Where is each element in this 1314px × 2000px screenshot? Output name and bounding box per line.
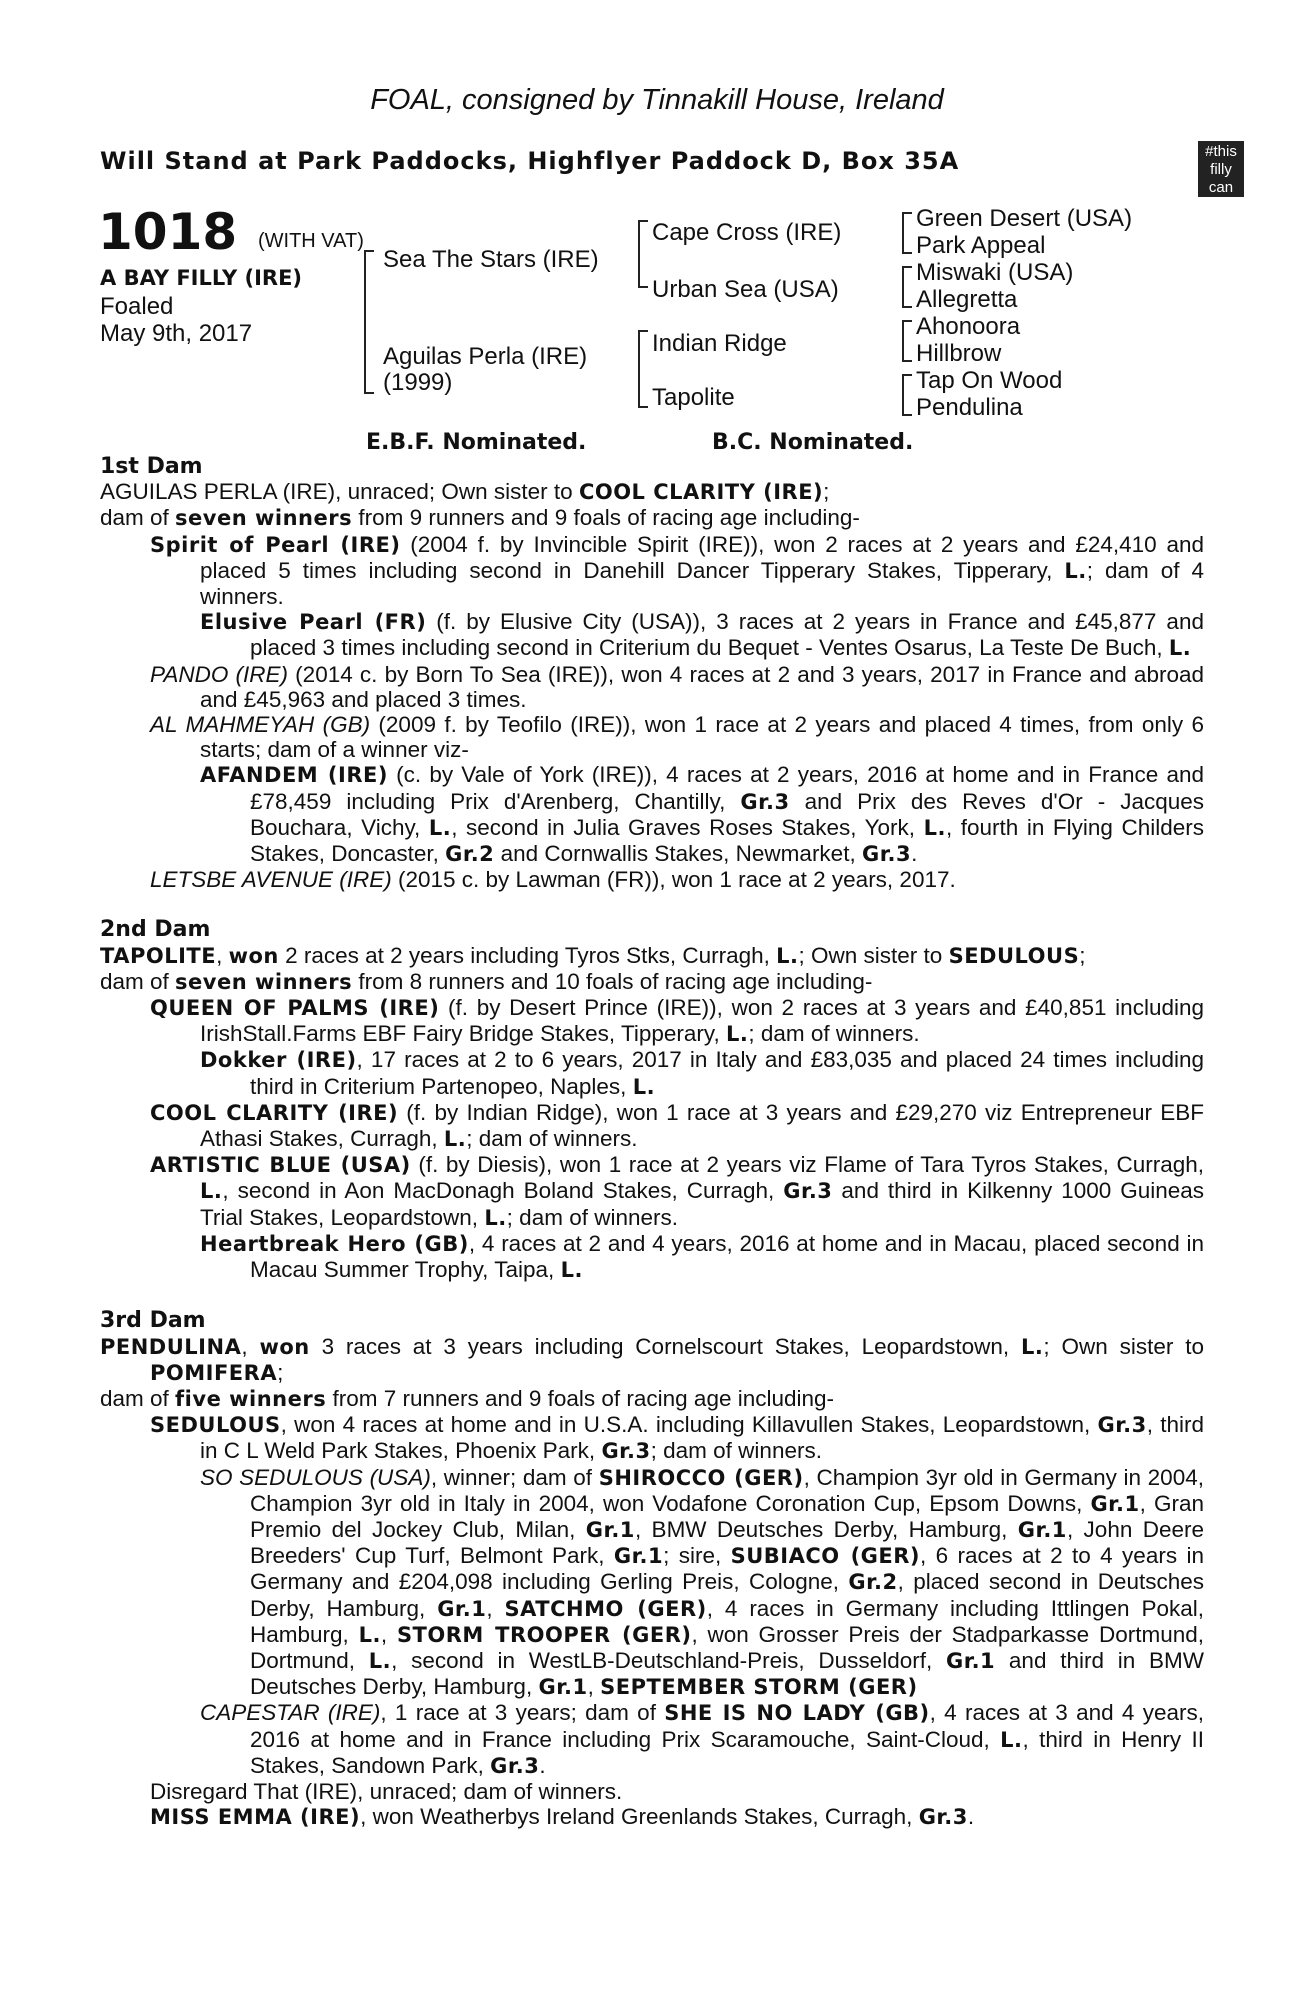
dam-sire-name: Indian Ridge [652, 330, 787, 357]
catalogue-body [100, 454, 1204, 1830]
dam-entry: AGUILAS PERLA (IRE), unraced; Own sister to COOL CLARITY (IRE); [100, 479, 830, 505]
produce-entry: ARTISTIC BLUE (USA) (f. by Diesis), won 1 race at 2 years viz Flame of Tara Tyros Stakes, Curragh, L., second in Aon MacDonagh Boland Stakes, Curragh, Gr.3 and third in Kilkenny 1000 Guineas Trial Stakes, Leopardstown, L.; dam of winners. [150, 1152, 1205, 1230]
produce-entry: Heartbreak Hero (GB), 4 races at 2 and 4 years, 2016 at home and in Macau, placed second in Macau Summer Trophy, Taipa, L. [200, 1230, 1204, 1283]
produce-entry: QUEEN OF PALMS (IRE) (f. by Desert Prince (IRE)), won 2 races at 3 years and £40,851 including IrishStall.Farms EBF Fairy Bridge Stakes, Tipperary, L.; dam of winners. [150, 995, 1204, 1047]
second-dam-heading: 2nd Dam [100, 917, 211, 943]
logo-text-1: #this [1205, 143, 1237, 160]
produce-entry: MISS EMMA (IRE), won Weatherbys Ireland Greenlands Stakes, Curragh, Gr.3. [150, 1804, 975, 1830]
bc-nomination: B.C. Nominated. [712, 430, 914, 455]
grandparent-4: Allegretta [916, 286, 1018, 313]
pedigree-brace [902, 212, 912, 254]
grandparent-5: Ahonoora [916, 313, 1021, 340]
sire-dam-name: Urban Sea (USA) [652, 276, 839, 303]
pedigree-brace [902, 374, 912, 416]
first-dam-heading: 1st Dam [100, 454, 203, 479]
dam-entry: TAPOLITE, won 2 races at 2 years including Tyros Stks, Curragh, L.; Own sister to SEDULOUS; [100, 942, 1086, 968]
ebf-nomination: E.B.F. Nominated. [366, 430, 587, 455]
pedigree-brace [638, 220, 648, 288]
produce-entry: Spirit of Pearl (IRE) (2004 f. by Invincible Spirit (IRE)), won 2 races at 2 years and £24,410 and placed 5 times including second in Danehill Dancer Tipperary Stakes, Tipperary, L.; dam of 4 winners. [150, 531, 1204, 610]
dam-record: dam of seven winners from 8 runners and 10 foals of racing age including- [100, 968, 873, 994]
dam-record: dam of seven winners from 9 runners and 9 foals of racing age including- [100, 505, 860, 531]
lot-number: 1018 [98, 203, 238, 261]
logo-text-3: can [1208, 179, 1234, 196]
vat-note: (WITH VAT) [258, 230, 364, 252]
grandparent-3: Miswaki (USA) [916, 259, 1074, 286]
sire-sire-name: Cape Cross (IRE) [652, 219, 842, 246]
this-filly-can-logo [1198, 141, 1244, 197]
pedigree-brace [638, 330, 648, 408]
produce-entry: COOL CLARITY (IRE) (f. by Indian Ridge), won 1 race at 3 years and £29,270 viz Entrepreneur EBF Athasi Stakes, Curragh, L.; dam of winners. [150, 1099, 1204, 1152]
logo-text-2: filly [1210, 161, 1232, 178]
produce-entry: PANDO (IRE) (2014 c. by Born To Sea (IRE)), won 4 races at 2 and 3 years, 2017 in France and abroad and £45,963 and placed 3 times. [150, 661, 1204, 712]
horse-name: A BAY FILLY (IRE) [100, 266, 303, 290]
sire-name: Sea The Stars (IRE) [383, 246, 599, 273]
produce-entry: Dokker (IRE), 17 races at 2 to 6 years, 2017 in Italy and £83,035 and placed 24 times including third in Criterium Partenopeo, Naples, L. [200, 1047, 1204, 1099]
grandparent-2: Park Appeal [916, 232, 1046, 259]
dam-year: (1999) [383, 369, 453, 396]
foaled-label: Foaled [100, 293, 174, 320]
pedigree-brace [364, 250, 374, 394]
foaled-date: May 9th, 2017 [100, 320, 253, 347]
dam-dam-name: Tapolite [652, 384, 735, 411]
produce-entry: AFANDEM (IRE) (c. by Vale of York (IRE)), 4 races at 2 years, 2016 at home and in France and £78,459 including Prix d'Arenberg, Chantilly, Gr.3 and Prix des Reves d'Or - Jacques Bouchara, Vichy, L., second in Julia Graves Roses Stakes, York, L., fourth in Flying Childers Stakes, Doncaster, Gr.2 and Cornwallis Stakes, Newmarket, Gr.3. [200, 762, 1205, 867]
produce-entry: SEDULOUS, won 4 races at home and in U.S.A. including Killavullen Stakes, Leopardstown, Gr.3, third in C L Weld Park Stakes, Phoenix Park, Gr.3; dam of winners. [150, 1412, 1204, 1464]
pedigree-brace [902, 320, 912, 362]
grandparent-8: Pendulina [916, 394, 1023, 421]
produce-entry: LETSBE AVENUE (IRE) (2015 c. by Lawman (FR)), won 1 race at 2 years, 2017. [150, 867, 956, 893]
produce-entry: SO SEDULOUS (USA), winner; dam of SHIROCCO (GER), Champion 3yr old in Germany in 2004, Champion 3yr old in Italy in 2004, won Vodafone Coronation Cup, Epsom Downs, Gr.1, Gran Premio del Jockey Club, Milan, Gr.1, BMW Deutsches Derby, Hamburg, Gr.1, John Deere Breeders' Cup Turf, Belmont Park, Gr.1; sire, SUBIACO (GER), 6 races at 2 to 4 years in Germany and £204,098 including Gerling Preis, Cologne, Gr.2, placed second in Deutsches Derby, Hamburg, Gr.1, SATCHMO (GER), 4 races in Germany including Ittlingen Pokal, Hamburg, L., STORM TROOPER (GER), won Grosser Preis der Stadparkasse Dortmund, Dortmund, L., second in WestLB-Deutschland-Preis, Dusseldorf, Gr.1 and third in BMW Deutsches Derby, Hamburg, Gr.1, SEPTEMBER STORM (GER) [200, 1464, 1205, 1700]
dam-record: dam of five winners from 7 runners and 9 foals of racing age including- [100, 1385, 835, 1411]
grandparent-6: Hillbrow [916, 340, 1002, 367]
produce-entry: CAPESTAR (IRE), 1 race at 3 years; dam of SHE IS NO LADY (GB), 4 races at 3 and 4 years, 2016 at home and in France including Prix Scaramouche, Saint-Cloud, L., third in Henry II Stakes, Sandown Park, Gr.3. [200, 1700, 1204, 1778]
produce-entry: Elusive Pearl (FR) (f. by Elusive City (USA)), 3 races at 2 years in France and £45,877 and placed 3 times including second in Criterium du Bequet - Ventes Osarus, La Teste De Buch, L. [200, 609, 1204, 661]
grandparent-7: Tap On Wood [916, 367, 1063, 394]
grandparent-1: Green Desert (USA) [916, 205, 1133, 232]
consignment-line: FOAL, consigned by Tinnakill House, Ireland [370, 84, 944, 116]
produce-entry: Disregard That (IRE), unraced; dam of winners. [150, 1778, 623, 1804]
dam-name: Aguilas Perla (IRE) [383, 343, 588, 370]
pedigree-brace [902, 266, 912, 308]
produce-entry: AL MAHMEYAH (GB) (2009 f. by Teofilo (IRE)), won 1 race at 2 years and placed 4 times, from only 6 starts; dam of a winner viz- [150, 712, 1204, 763]
third-dam-heading: 3rd Dam [100, 1308, 206, 1334]
stand-location: Will Stand at Park Paddocks, Highflyer Paddock D, Box 35A [100, 147, 960, 175]
dam-entry: PENDULINA, won 3 races at 3 years including Cornelscourt Stakes, Leopardstown, L.; Own sister to POMIFERA; [100, 1333, 1204, 1385]
